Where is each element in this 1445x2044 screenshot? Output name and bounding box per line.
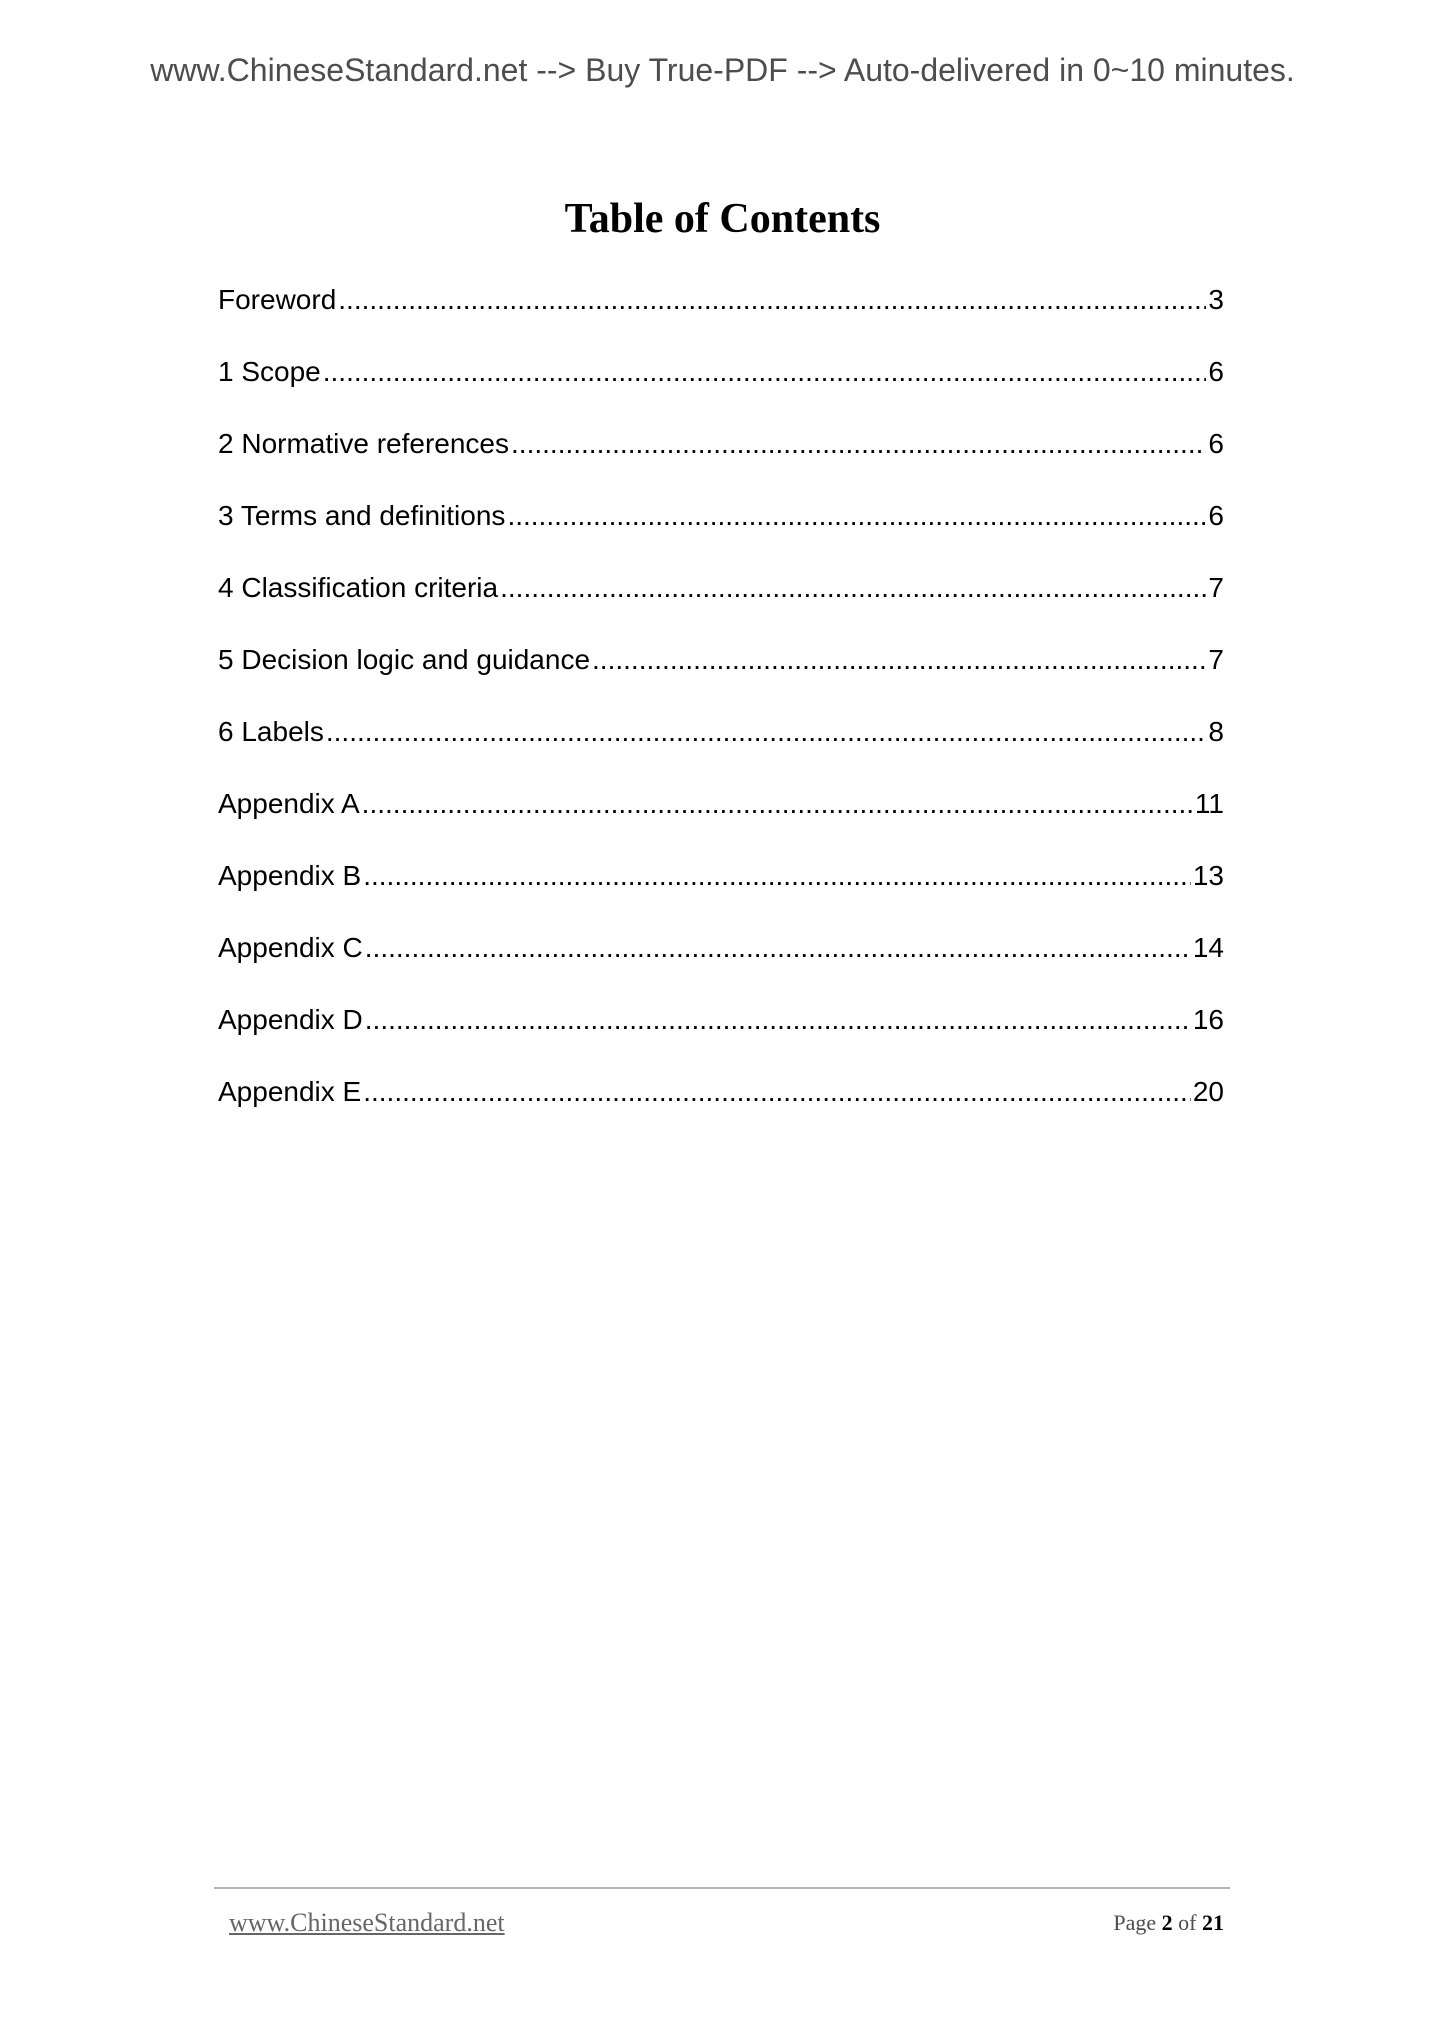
page-of: of xyxy=(1178,1910,1197,1935)
toc-entry-page: 6 xyxy=(1208,356,1224,387)
toc-entry-page: 14 xyxy=(1192,932,1224,963)
footer-website-link[interactable]: www.ChineseStandard.net xyxy=(229,1908,505,1937)
toc-entry-appendix-e[interactable] xyxy=(218,1074,1224,1146)
toc-entry-label: 4 Classification criteria xyxy=(218,572,499,603)
toc-entry-classification-criteria[interactable] xyxy=(218,570,1224,642)
toc-entry-label: Appendix C xyxy=(218,932,363,963)
toc-entry-label: 5 Decision logic and guidance xyxy=(218,644,591,675)
toc-entry-appendix-b[interactable] xyxy=(218,858,1224,930)
toc-dot-leader xyxy=(326,714,1207,750)
toc-dot-leader xyxy=(365,930,1191,966)
table-of-contents xyxy=(218,282,1224,1146)
total-pages: 21 xyxy=(1202,1910,1224,1935)
footer-divider xyxy=(214,1887,1230,1889)
toc-entry-page: 6 xyxy=(1208,500,1224,531)
toc-entry-normative-references[interactable] xyxy=(218,426,1224,498)
toc-entry-appendix-a[interactable] xyxy=(218,786,1224,858)
page-number xyxy=(1113,1912,1224,1934)
toc-entry-label: Appendix A xyxy=(218,788,360,819)
toc-dot-leader xyxy=(323,354,1207,390)
toc-entry-label: Foreword xyxy=(218,284,337,315)
toc-entry-page: 3 xyxy=(1208,284,1224,315)
current-page: 2 xyxy=(1161,1910,1173,1935)
toc-dot-leader xyxy=(363,858,1191,894)
toc-entry-page: 20 xyxy=(1192,1076,1224,1107)
toc-entry-page: 13 xyxy=(1192,860,1224,891)
toc-dot-leader xyxy=(363,1074,1191,1110)
toc-entry-label: 3 Terms and definitions xyxy=(218,500,506,531)
toc-dot-leader xyxy=(362,786,1193,822)
toc-dot-leader xyxy=(592,642,1206,678)
toc-entry-appendix-c[interactable] xyxy=(218,930,1224,1002)
toc-dot-leader xyxy=(507,498,1206,534)
toc-entry-page: 8 xyxy=(1208,716,1224,747)
toc-dot-leader xyxy=(365,1002,1191,1038)
toc-entry-label: Appendix E xyxy=(218,1076,362,1107)
toc-entry-label: 1 Scope xyxy=(218,356,321,387)
top-banner: www.ChineseStandard.net --> Buy True-PDF --> Auto-delivered in 0~10 minutes. xyxy=(150,52,1295,88)
toc-entry-page: 7 xyxy=(1208,572,1224,603)
toc-entry-scope[interactable] xyxy=(218,354,1224,426)
toc-entry-terms-and-definitions[interactable] xyxy=(218,498,1224,570)
toc-dot-leader xyxy=(500,570,1206,606)
toc-dot-leader xyxy=(338,282,1206,318)
toc-dot-leader xyxy=(511,426,1206,462)
toc-entry-page: 16 xyxy=(1192,1004,1224,1035)
toc-entry-foreword[interactable] xyxy=(218,282,1224,354)
toc-entry-appendix-d[interactable] xyxy=(218,1002,1224,1074)
page-prefix: Page xyxy=(1113,1910,1157,1935)
toc-entry-decision-logic[interactable] xyxy=(218,642,1224,714)
toc-entry-label: 6 Labels xyxy=(218,716,324,747)
toc-entry-label: Appendix D xyxy=(218,1004,363,1035)
toc-entry-labels[interactable] xyxy=(218,714,1224,786)
toc-entry-page: 7 xyxy=(1208,644,1224,675)
page-title: Table of Contents xyxy=(564,196,881,242)
toc-entry-label: Appendix B xyxy=(218,860,362,891)
toc-entry-page: 6 xyxy=(1208,428,1224,459)
toc-entry-page: 11 xyxy=(1194,788,1224,819)
toc-entry-label: 2 Normative references xyxy=(218,428,510,459)
